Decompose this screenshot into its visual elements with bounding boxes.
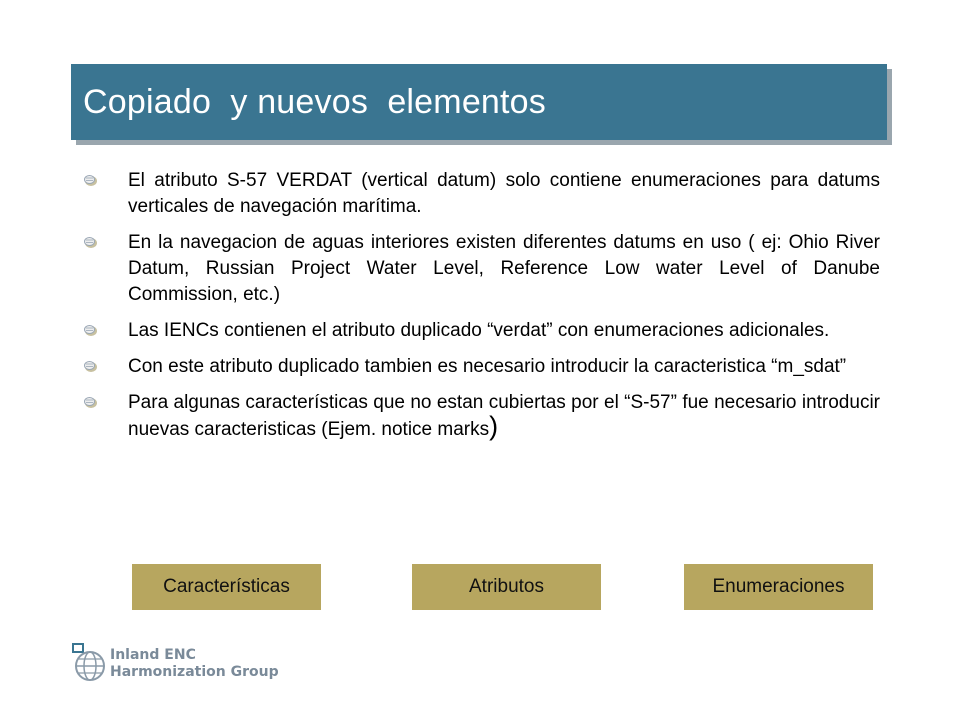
slide-title: Copiado y nuevos elementos: [83, 82, 546, 121]
bullet-item: [82, 230, 880, 308]
logo-line-2: Harmonization Group: [110, 664, 279, 680]
bullet-list: [82, 168, 880, 453]
globe-icon: [70, 640, 110, 686]
bullet-icon: [82, 234, 98, 250]
bullet-text-main: Para algunas características que no estan cubiertas por el “S-57” fue necesario introducir nuevas caracteristicas (Ejem. notice marks: [128, 392, 880, 440]
caracteristicas-button[interactable]: Características: [132, 564, 321, 610]
logo-line-1: Inland ENC: [110, 647, 196, 663]
title-bar: [71, 64, 887, 140]
bullet-item: [82, 168, 880, 220]
atributos-button[interactable]: Atributos: [412, 564, 601, 610]
bullet-text: El atributo S-57 VERDAT (vertical datum) solo contiene enumeraciones para datums verticales de navegación marítima.: [128, 170, 880, 217]
bullet-text: Con este atributo duplicado tambien es necesario introducir la caracteristica “m_sdat”: [128, 356, 847, 377]
logo-text: [110, 647, 279, 681]
ieh-logo: [70, 640, 279, 690]
bullet-item: [82, 318, 880, 344]
bullet-item: [82, 354, 880, 380]
bullet-icon: [82, 172, 98, 188]
bullet-icon: [82, 394, 98, 410]
enumeraciones-button[interactable]: Enumeraciones: [684, 564, 873, 610]
bullet-text: En la navegacion de aguas interiores existen diferentes datums en uso ( ej: Ohio River Datum, Russian Project Water Level, Reference Low water Level of Danube Commission, etc.): [128, 232, 880, 305]
bullet-icon: [82, 322, 98, 338]
bullet-item: [82, 390, 880, 443]
closing-paren: ): [489, 411, 499, 441]
bullet-text: [128, 390, 880, 443]
bullet-text: Las IENCs contienen el atributo duplicado “verdat” con enumeraciones adicionales.: [128, 320, 830, 341]
bullet-icon: [82, 358, 98, 374]
